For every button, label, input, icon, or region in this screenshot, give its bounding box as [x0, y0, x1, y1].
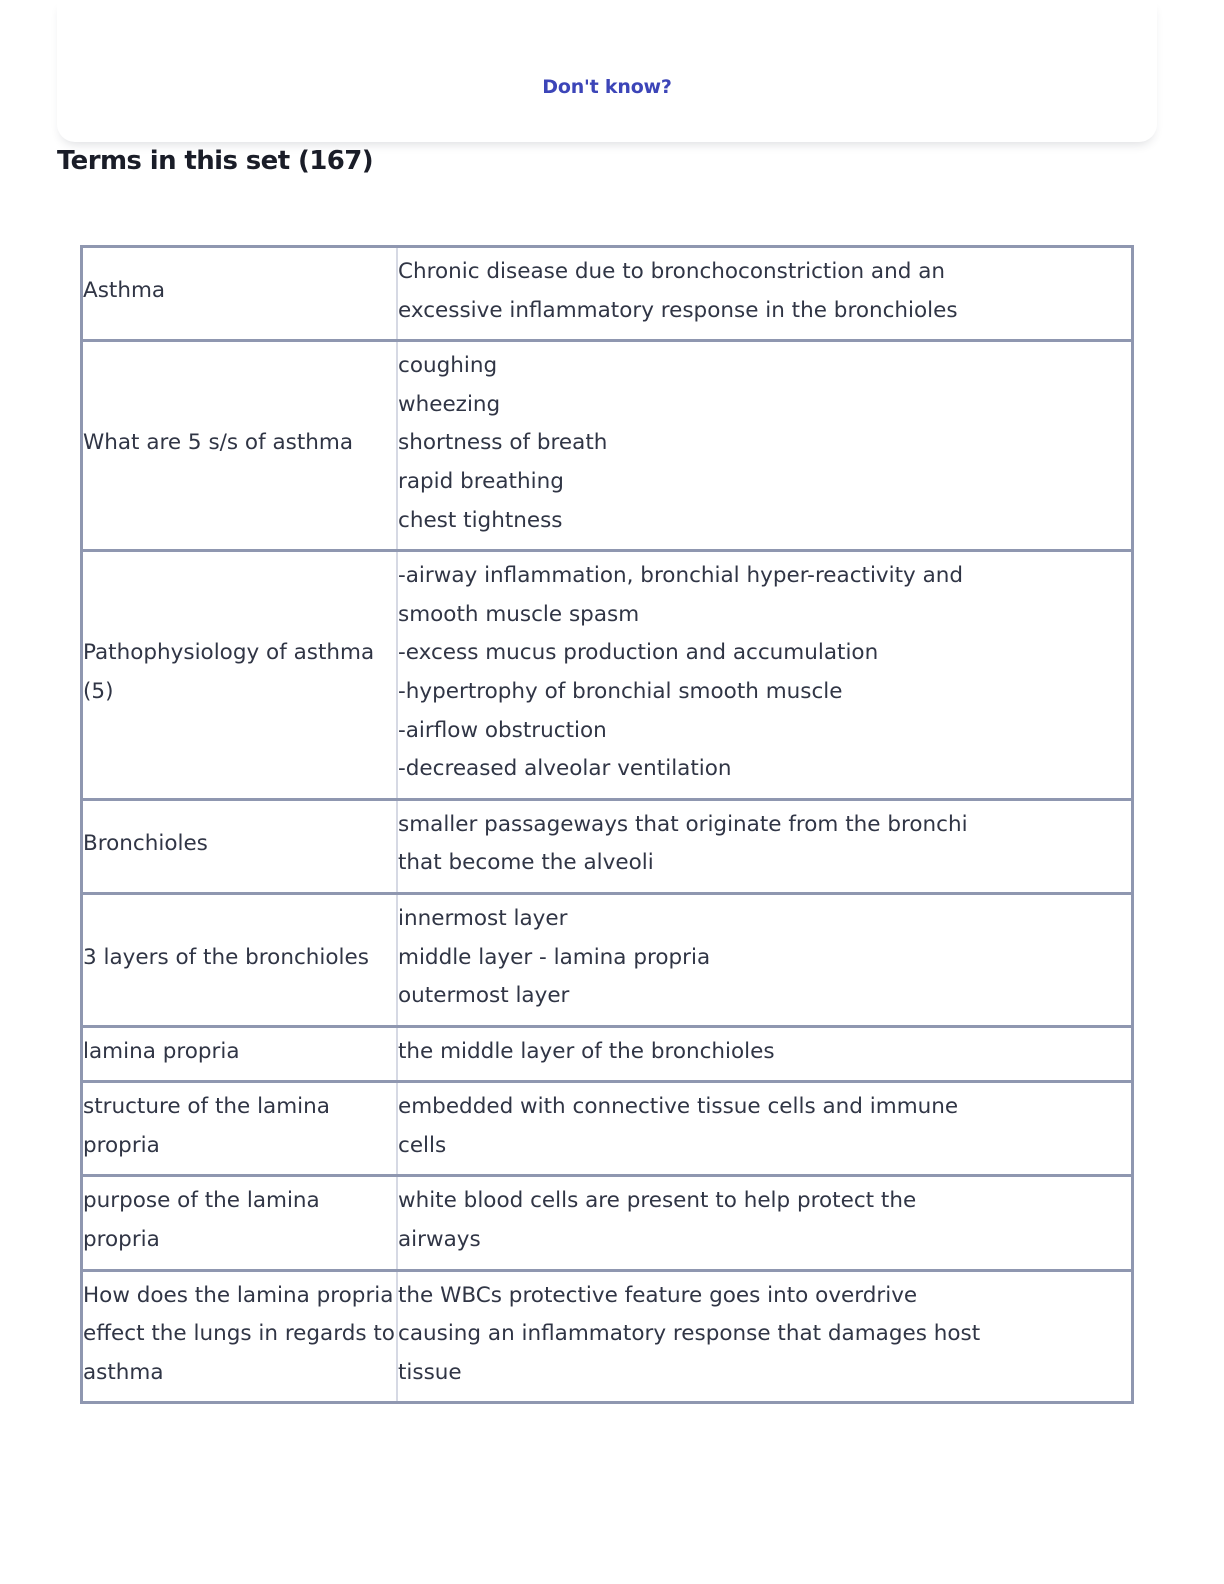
term-cell [82, 1026, 398, 1082]
definition-line: tissue [398, 1359, 462, 1385]
definition-line: -excess mucus production and accumulation [398, 640, 879, 666]
definition-line: -decreased alveolar ventilation [398, 756, 732, 782]
dont-know-button[interactable]: Don't know? [542, 76, 672, 98]
definition-line: innermost layer [398, 905, 568, 931]
definition-line: shortness of breath [398, 430, 608, 456]
definition-line: white blood cells are present to help protect the [398, 1188, 917, 1214]
term-row [82, 799, 1133, 893]
definition-line: middle layer - lamina propria [398, 944, 711, 970]
definition-line: coughing [398, 353, 498, 379]
definition-line: smaller passageways that originate from the bronchi [398, 811, 968, 837]
term-cell [82, 1176, 398, 1270]
definition-cell [397, 341, 1133, 551]
term-text: Bronchioles [83, 831, 208, 857]
definition-cell [397, 551, 1133, 800]
definition-line: chest tightness [398, 507, 563, 533]
term-text: Pathophysiology of asthma (5) [83, 640, 375, 704]
definition-line: the middle layer of the bronchioles [398, 1038, 775, 1064]
term-text: Asthma [83, 278, 166, 304]
definition-line: embedded with connective tissue cells and immune [398, 1094, 959, 1120]
definition-cell [397, 1026, 1133, 1082]
terms-table [80, 245, 1134, 1404]
definition-line: excessive inflammatory response in the bronchioles [398, 297, 958, 323]
term-row [82, 1082, 1133, 1176]
definition-line: outermost layer [398, 983, 570, 1009]
definition-cell [397, 247, 1133, 341]
term-row [82, 551, 1133, 800]
term-row [82, 247, 1133, 341]
term-row [82, 1270, 1133, 1403]
term-cell [82, 799, 398, 893]
term-cell [82, 247, 398, 341]
term-text: How does the lamina propria effect the lungs in regards to asthma [83, 1282, 395, 1385]
definition-line: cells [398, 1132, 447, 1158]
term-text: lamina propria [83, 1038, 240, 1064]
term-row [82, 1176, 1133, 1270]
term-cell [82, 551, 398, 800]
term-cell [82, 1082, 398, 1176]
definition-line: rapid breathing [398, 468, 564, 494]
term-cell [82, 341, 398, 551]
term-row [82, 1026, 1133, 1082]
definition-cell [397, 799, 1133, 893]
term-row [82, 893, 1133, 1026]
terms-set-title: Terms in this set (167) [57, 146, 374, 176]
definition-line: airways [398, 1227, 481, 1253]
term-text: purpose of the lamina propria [83, 1188, 320, 1253]
term-text: 3 layers of the bronchioles [83, 944, 369, 970]
definition-line: wheezing [398, 391, 501, 417]
definition-line: -airflow obstruction [398, 717, 607, 743]
term-text: structure of the lamina propria [83, 1094, 330, 1158]
flashcard-footer-card [57, 0, 1157, 142]
definition-cell [397, 893, 1133, 1026]
definition-line: -airway inflammation, bronchial hyper-reactivity and [398, 563, 964, 589]
definition-line: smooth muscle spasm [398, 601, 640, 627]
term-cell [82, 893, 398, 1026]
definition-line: -hypertrophy of bronchial smooth muscle [398, 678, 843, 704]
definition-cell [397, 1176, 1133, 1270]
term-cell [82, 1270, 398, 1403]
definition-line: Chronic disease due to bronchoconstriction and an [398, 259, 946, 284]
terms-table-body [82, 247, 1133, 1403]
definition-line: that become the alveoli [398, 850, 654, 876]
definition-line: the WBCs protective feature goes into overdrive [398, 1282, 918, 1308]
definition-cell [397, 1270, 1133, 1403]
term-text: What are 5 s/s of asthma [83, 430, 354, 456]
definition-line: causing an inflammatory response that damages host [398, 1321, 981, 1347]
definition-cell [397, 1082, 1133, 1176]
term-row [82, 341, 1133, 551]
